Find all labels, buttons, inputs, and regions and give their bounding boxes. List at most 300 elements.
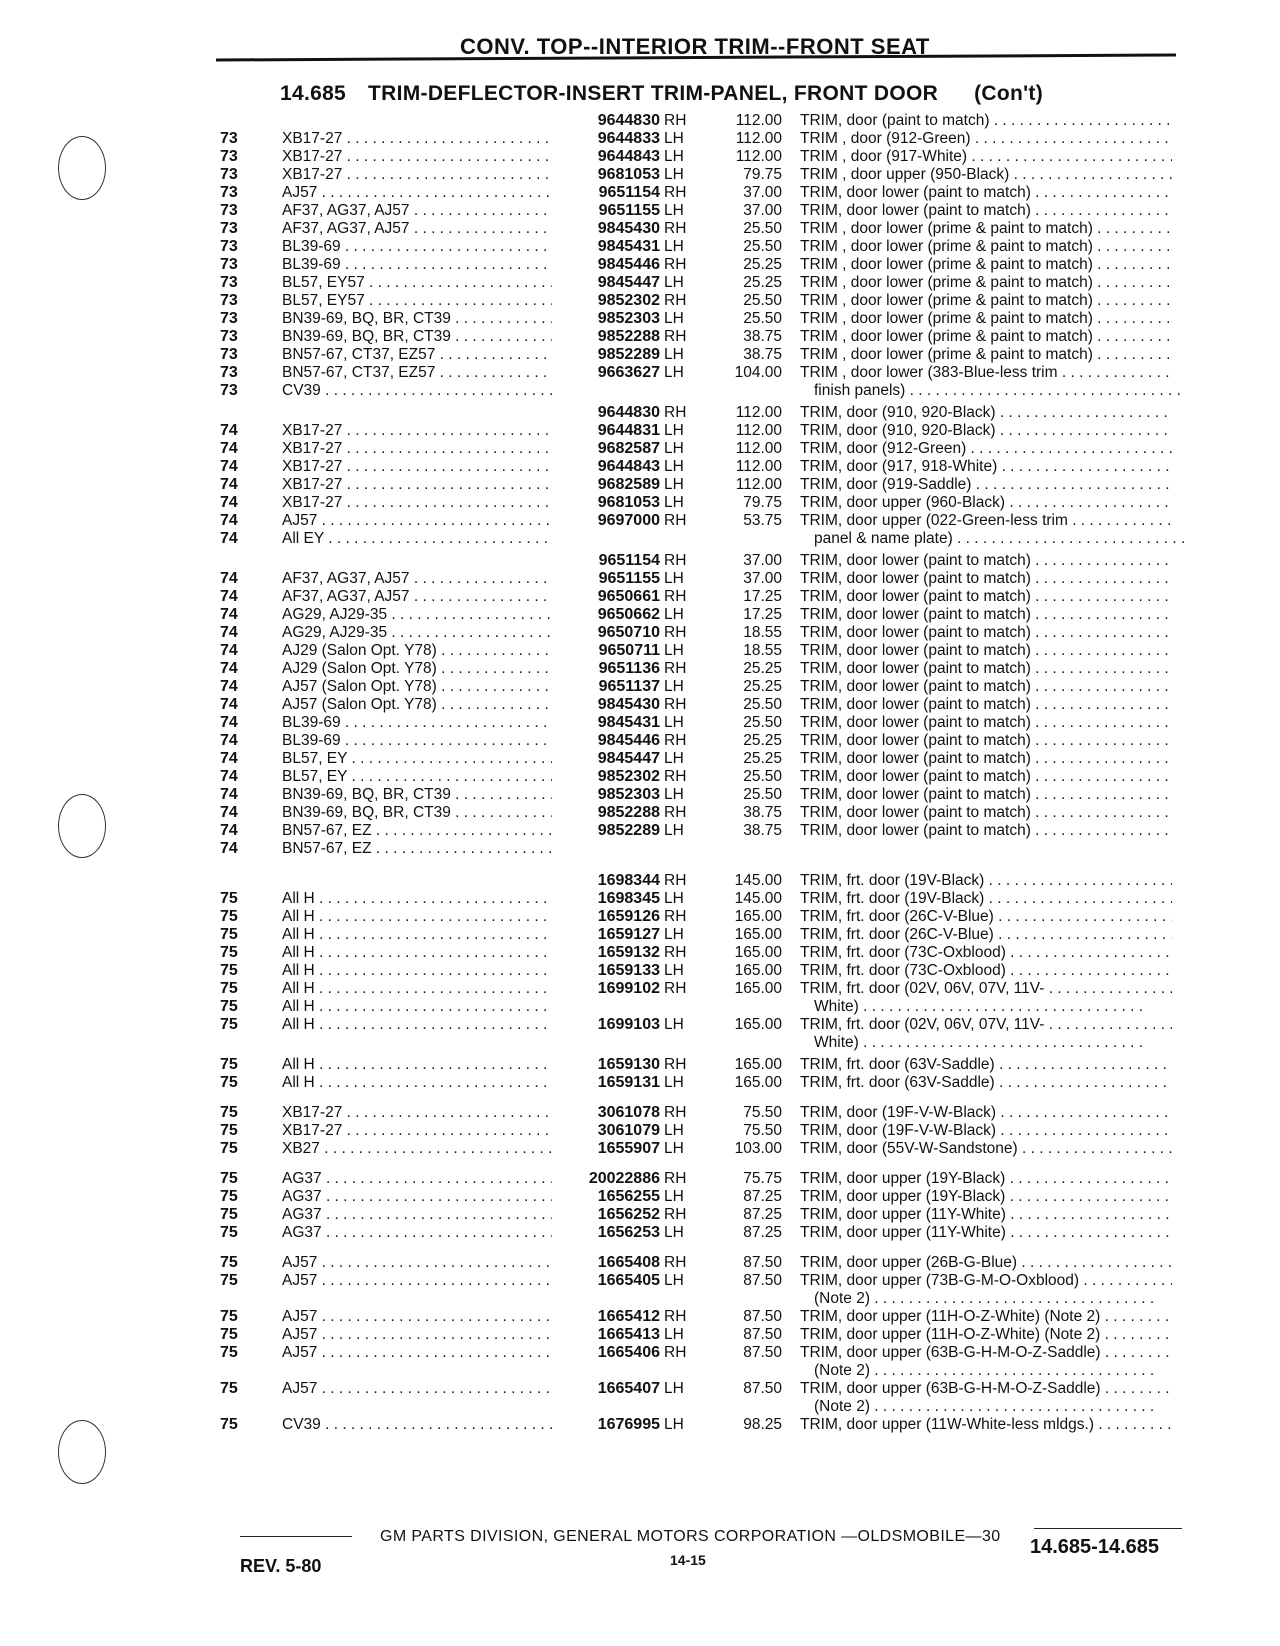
cell-side: LH [664, 238, 684, 255]
cell-price: 98.25 [743, 1416, 782, 1433]
table-row [0, 1104, 1280, 1122]
table-row [0, 494, 1280, 512]
cell-desc: TRIM, door lower (paint to match) . . . [800, 786, 1172, 804]
cell-fig: 74 [220, 714, 238, 731]
table-row [0, 346, 1280, 364]
cell-model: AG37 . . . [282, 1188, 552, 1206]
cell-side: LH [664, 202, 684, 219]
cell-price: 145.00 [734, 872, 782, 889]
cell-side: LH [664, 642, 684, 659]
cell-fig: 73 [220, 148, 238, 165]
cell-price: 25.25 [743, 256, 782, 273]
cell-side: LH [664, 1380, 684, 1397]
cell-part: 1655907 [597, 1140, 660, 1157]
cell-model: All H . . . [282, 998, 552, 1016]
cell-part: 1665412 [597, 1308, 660, 1325]
cell-fig: 74 [220, 624, 238, 641]
table-row [0, 1380, 1280, 1398]
cell-fig: 74 [220, 422, 238, 439]
cell-fig: 74 [220, 530, 238, 547]
cell-fig: 75 [220, 1104, 238, 1121]
cell-side: RH [664, 944, 687, 961]
table-row [0, 570, 1280, 588]
cell-side: LH [664, 1074, 684, 1091]
cell-fig: 74 [220, 476, 238, 493]
cell-price: 75.50 [743, 1104, 782, 1121]
cell-fig: 75 [220, 1074, 238, 1091]
table-row [0, 184, 1280, 202]
cell-desc: TRIM, door upper (022-Green-less trim . . . [800, 512, 1172, 530]
cell-desc: White) . . . [814, 998, 1186, 1016]
cell-fig: 74 [220, 570, 238, 587]
cell-side: LH [664, 440, 684, 457]
table-row [0, 1254, 1280, 1272]
cell-part: 1699102 [597, 980, 660, 997]
cell-model: All H . . . [282, 890, 552, 908]
cell-model: XB17-27 . . . [282, 476, 552, 494]
cell-part: 9644830 [597, 112, 660, 129]
cell-side: RH [664, 768, 687, 785]
cell-desc: TRIM, door upper (11Y-White) . . . [800, 1206, 1172, 1224]
cell-price: 112.00 [735, 422, 782, 439]
cell-fig: 73 [220, 346, 238, 363]
cell-model: AJ57 . . . [282, 184, 552, 202]
table-row [0, 804, 1280, 822]
cell-desc: TRIM, door upper (63B-G-H-M-O-Z-Saddle) . . . [800, 1344, 1172, 1362]
cell-price: 112.00 [735, 130, 782, 147]
cell-price: 165.00 [734, 908, 782, 925]
table-row [0, 1398, 1280, 1416]
cell-model: BN57-67, CT37, EZ57 . . . [282, 364, 552, 382]
cell-model: BL39-69 . . . [282, 714, 552, 732]
cell-side: RH [664, 552, 687, 569]
cell-fig: 75 [220, 1308, 238, 1325]
cell-desc: TRIM , door lower (prime & paint to match) . . . [800, 292, 1172, 310]
cell-part: 3061078 [597, 1104, 660, 1121]
cell-price: 87.25 [743, 1224, 782, 1241]
cell-model: All H . . . [282, 908, 552, 926]
cell-desc: TRIM, door (910, 920-Black) . . . [800, 422, 1172, 440]
cell-fig: 75 [220, 908, 238, 925]
cell-fig: 73 [220, 220, 238, 237]
table-row [0, 552, 1280, 570]
cell-side: RH [664, 804, 687, 821]
cell-model: BL39-69 . . . [282, 732, 552, 750]
cell-price: 38.75 [743, 346, 782, 363]
cell-model: All EY . . . [282, 530, 552, 548]
table-row [0, 1074, 1280, 1092]
table-row [0, 1016, 1280, 1034]
cell-desc: TRIM , door lower (prime & paint to match) . . . [800, 220, 1172, 238]
cell-side: LH [664, 678, 684, 695]
cell-model: BL57, EY57 . . . [282, 274, 552, 292]
cell-side: RH [664, 908, 687, 925]
table-row [0, 980, 1280, 998]
table-row [0, 220, 1280, 238]
cell-desc: TRIM, door lower (paint to match) . . . [800, 202, 1172, 220]
cell-model: BN39-69, BQ, BR, CT39 . . . [282, 328, 552, 346]
cell-side: LH [664, 786, 684, 803]
cell-fig: 73 [220, 130, 238, 147]
cell-model: XB17-27 . . . [282, 130, 552, 148]
cell-part: 9644833 [597, 130, 660, 147]
cell-desc: TRIM, door (917, 918-White) . . . [800, 458, 1172, 476]
cell-part: 1665405 [597, 1272, 660, 1289]
cell-fig: 74 [220, 804, 238, 821]
cell-side: LH [664, 458, 684, 475]
cell-side: RH [664, 872, 687, 889]
cell-part: 9651154 [598, 184, 660, 201]
cell-side: RH [664, 512, 687, 529]
cell-side: RH [664, 1056, 687, 1073]
cell-side: RH [664, 980, 687, 997]
cell-desc: TRIM , door (917-White) . . . [800, 148, 1172, 166]
cell-part: 9644843 [597, 148, 660, 165]
table-row [0, 202, 1280, 220]
cell-desc: TRIM, door upper (11H-O-Z-White) (Note 2) . . . [800, 1326, 1172, 1344]
cell-desc: TRIM, door lower (paint to match) . . . [800, 750, 1172, 768]
table-row [0, 1362, 1280, 1380]
cell-side: LH [664, 606, 684, 623]
cell-model: XB17-27 . . . [282, 166, 552, 184]
table-row [0, 166, 1280, 184]
footer-section-ref: 14.685-14.685 [1030, 1536, 1160, 1558]
table-row [0, 1206, 1280, 1224]
table-row [0, 440, 1280, 458]
cell-price: 75.50 [743, 1122, 782, 1139]
continued-label: (Con't) [974, 82, 1043, 105]
cell-price: 25.50 [743, 310, 782, 327]
cell-price: 25.50 [743, 768, 782, 785]
table-row [0, 1272, 1280, 1290]
table-row [0, 660, 1280, 678]
cell-part: 9845446 [597, 732, 660, 749]
cell-part: 9845431 [597, 714, 660, 731]
table-row [0, 840, 1280, 858]
cell-side: RH [664, 220, 687, 237]
cell-desc: TRIM, door upper (26B-G-Blue) . . . [800, 1254, 1172, 1272]
cell-price: 165.00 [734, 926, 782, 943]
table-row [0, 310, 1280, 328]
cell-part: 1665406 [597, 1344, 660, 1361]
cell-model: BN39-69, BQ, BR, CT39 . . . [282, 786, 552, 804]
cell-desc: TRIM, door lower (paint to match) . . . [800, 588, 1172, 606]
cell-model: AJ57 . . . [282, 1326, 552, 1344]
table-row [0, 256, 1280, 274]
cell-price: 18.55 [743, 624, 782, 641]
cell-desc: TRIM, door lower (paint to match) . . . [800, 570, 1172, 588]
cell-part: 9852302 [597, 768, 660, 785]
cell-desc: TRIM, door lower (paint to match) . . . [800, 732, 1172, 750]
cell-model: XB17-27 . . . [282, 148, 552, 166]
cell-side: LH [664, 1224, 684, 1241]
cell-model: XB27 . . . [282, 1140, 552, 1158]
cell-price: 145.00 [734, 890, 782, 907]
table-row [0, 624, 1280, 642]
cell-fig: 73 [220, 310, 238, 327]
cell-part: 9845430 [597, 220, 660, 237]
cell-model: BL57, EY57 . . . [282, 292, 552, 310]
cell-price: 87.50 [743, 1344, 782, 1361]
cell-price: 25.50 [743, 238, 782, 255]
cell-price: 87.50 [743, 1272, 782, 1289]
table-row [0, 732, 1280, 750]
table-row [0, 962, 1280, 980]
cell-side: LH [664, 310, 684, 327]
cell-fig: 75 [220, 1416, 238, 1433]
cell-price: 112.00 [735, 458, 782, 475]
cell-desc: TRIM, door (919-Saddle) . . . [800, 476, 1172, 494]
cell-desc: TRIM, door upper (19Y-Black) . . . [800, 1188, 1172, 1206]
cell-desc: TRIM , door upper (950-Black) . . . [800, 166, 1172, 184]
cell-fig: 74 [220, 768, 238, 785]
cell-fig: 73 [220, 256, 238, 273]
cell-price: 165.00 [734, 1016, 782, 1033]
cell-price: 37.00 [743, 552, 782, 569]
table-row [0, 714, 1280, 732]
cell-desc: TRIM, door lower (paint to match) . . . [800, 804, 1172, 822]
cell-model: AF37, AG37, AJ57 . . . [282, 220, 552, 238]
cell-model: All H . . . [282, 944, 552, 962]
table-row [0, 328, 1280, 346]
cell-price: 165.00 [734, 980, 782, 997]
cell-fig: 75 [220, 1272, 238, 1289]
cell-side: LH [664, 714, 684, 731]
footer-revision: REV. 5-80 [240, 1556, 322, 1576]
cell-part: 1659127 [597, 926, 660, 943]
cell-fig: 75 [220, 1326, 238, 1343]
cell-price: 165.00 [734, 962, 782, 979]
cell-fig: 75 [220, 1224, 238, 1241]
cell-desc: TRIM, door (paint to match) . . . [800, 112, 1172, 130]
table-row [0, 382, 1280, 400]
cell-price: 53.75 [743, 512, 782, 529]
cell-fig: 74 [220, 750, 238, 767]
cell-model: AF37, AG37, AJ57 . . . [282, 588, 552, 606]
cell-desc: TRIM, door lower (paint to match) . . . [800, 696, 1172, 714]
cell-fig: 74 [220, 458, 238, 475]
cell-price: 79.75 [743, 494, 782, 511]
cell-desc: (Note 2) . . . [814, 1290, 1186, 1308]
cell-desc: TRIM, door lower (paint to match) . . . [800, 660, 1172, 678]
cell-model: XB17-27 . . . [282, 1122, 552, 1140]
cell-part: 9681053 [597, 494, 660, 511]
cell-model: AG37 . . . [282, 1224, 552, 1242]
footer-page-number: 14-15 [670, 1552, 706, 1568]
cell-fig: 74 [220, 660, 238, 677]
cell-fig: 73 [220, 274, 238, 291]
table-row [0, 872, 1280, 890]
cell-part: 1659126 [597, 908, 660, 925]
cell-fig: 75 [220, 1056, 238, 1073]
cell-side: LH [664, 346, 684, 363]
table-row [0, 1188, 1280, 1206]
cell-desc: finish panels) . . . [814, 382, 1186, 400]
cell-side: RH [664, 112, 687, 129]
table-row [0, 1122, 1280, 1140]
table-row [0, 1344, 1280, 1362]
table-row [0, 678, 1280, 696]
cell-part: 9852289 [597, 346, 660, 363]
cell-desc: TRIM, door lower (paint to match) . . . [800, 552, 1172, 570]
cell-model: AJ57 . . . [282, 512, 552, 530]
cell-model: All H . . . [282, 980, 552, 998]
table-row [0, 1290, 1280, 1308]
cell-desc: TRIM, door (19F-V-W-Black) . . . [800, 1122, 1172, 1140]
cell-side: RH [664, 1308, 687, 1325]
cell-part: 9845446 [597, 256, 660, 273]
cell-fig: 75 [220, 1188, 238, 1205]
cell-desc: TRIM , door lower (prime & paint to match) . . . [800, 238, 1172, 256]
cell-desc: TRIM, door lower (paint to match) . . . [800, 642, 1172, 660]
cell-part: 9651154 [598, 552, 660, 569]
section-title: TRIM-DEFLECTOR-INSERT TRIM-PANEL, FRONT DOOR [368, 82, 939, 105]
table-row [0, 238, 1280, 256]
cell-fig: 75 [220, 1122, 238, 1139]
cell-desc: TRIM , door lower (prime & paint to match) . . . [800, 310, 1172, 328]
cell-side: RH [664, 328, 687, 345]
cell-fig: 73 [220, 184, 238, 201]
table-row [0, 1140, 1280, 1158]
cell-desc: TRIM, frt. door (02V, 06V, 07V, 11V- . . . [800, 1016, 1172, 1034]
footer-rule [1034, 1528, 1182, 1529]
cell-price: 87.50 [743, 1254, 782, 1271]
cell-price: 75.75 [743, 1170, 782, 1187]
cell-model: AF37, AG37, AJ57 . . . [282, 202, 552, 220]
cell-model: BN57-67, EZ . . . [282, 840, 552, 858]
table-row [0, 364, 1280, 382]
cell-model: AJ57 (Salon Opt. Y78) . . . [282, 696, 552, 714]
cell-side: LH [664, 822, 684, 839]
cell-fig: 74 [220, 606, 238, 623]
cell-side: RH [664, 624, 687, 641]
cell-side: RH [664, 660, 687, 677]
cell-part: 9852288 [597, 328, 660, 345]
cell-price: 37.00 [743, 570, 782, 587]
cell-part: 9845447 [597, 750, 660, 767]
cell-desc: (Note 2) . . . [814, 1362, 1186, 1380]
cell-price: 87.50 [743, 1380, 782, 1397]
table-row [0, 404, 1280, 422]
table-row [0, 476, 1280, 494]
cell-part: 9644831 [597, 422, 660, 439]
cell-part: 9697000 [597, 512, 660, 529]
table-row [0, 112, 1280, 130]
cell-side: RH [664, 1344, 687, 1361]
cell-fig: 74 [220, 588, 238, 605]
cell-price: 165.00 [734, 1056, 782, 1073]
cell-desc: TRIM, door lower (paint to match) . . . [800, 822, 1172, 840]
cell-side: RH [664, 292, 687, 309]
cell-model: XB17-27 . . . [282, 1104, 552, 1122]
cell-part: 1699103 [597, 1016, 660, 1033]
table-row [0, 1056, 1280, 1074]
cell-desc: panel & name plate) . . . [814, 530, 1186, 548]
cell-part: 1656253 [597, 1224, 660, 1241]
cell-fig: 75 [220, 890, 238, 907]
cell-part: 9651155 [598, 202, 660, 219]
cell-part: 9650662 [597, 606, 660, 623]
cell-price: 25.50 [743, 714, 782, 731]
table-row [0, 1308, 1280, 1326]
cell-price: 38.75 [743, 328, 782, 345]
table-row [0, 606, 1280, 624]
cell-side: LH [664, 476, 684, 493]
cell-model: AJ57 . . . [282, 1254, 552, 1272]
cell-desc: TRIM, frt. door (73C-Oxblood) . . . [800, 944, 1172, 962]
cell-fig: 73 [220, 202, 238, 219]
cell-side: LH [664, 962, 684, 979]
cell-fig: 74 [220, 840, 238, 857]
cell-part: 9681053 [597, 166, 660, 183]
table-row [0, 822, 1280, 840]
cell-part: 1659133 [597, 962, 660, 979]
cell-part: 1656252 [597, 1206, 660, 1223]
cell-model: AG37 . . . [282, 1206, 552, 1224]
cell-fig: 73 [220, 382, 238, 399]
cell-model: AJ29 (Salon Opt. Y78) . . . [282, 642, 552, 660]
cell-price: 25.25 [743, 274, 782, 291]
cell-model: All H . . . [282, 1074, 552, 1092]
cell-desc: TRIM, frt. door (63V-Saddle) . . . [800, 1074, 1172, 1092]
table-row [0, 768, 1280, 786]
cell-model: BN57-67, CT37, EZ57 . . . [282, 346, 552, 364]
cell-part: 1659130 [597, 1056, 660, 1073]
cell-price: 112.00 [735, 404, 782, 421]
cell-desc: TRIM, door upper (19Y-Black) . . . [800, 1170, 1172, 1188]
table-row [0, 944, 1280, 962]
cell-side: LH [664, 1272, 684, 1289]
cell-desc: TRIM, frt. door (19V-Black) . . . [800, 890, 1172, 908]
cell-model: AJ57 . . . [282, 1308, 552, 1326]
cell-price: 25.50 [743, 696, 782, 713]
table-row [0, 998, 1280, 1016]
cell-side: LH [664, 1416, 684, 1433]
cell-part: 9852302 [597, 292, 660, 309]
table-row [0, 696, 1280, 714]
cell-desc: TRIM, door upper (11H-O-Z-White) (Note 2) . . . [800, 1308, 1172, 1326]
table-row [0, 422, 1280, 440]
table-row [0, 750, 1280, 768]
cell-model: BL57, EY . . . [282, 768, 552, 786]
cell-model: BL39-69 . . . [282, 238, 552, 256]
cell-side: LH [664, 1188, 684, 1205]
cell-desc: TRIM , door lower (prime & paint to match) . . . [800, 256, 1172, 274]
cell-fig: 75 [220, 962, 238, 979]
cell-price: 25.50 [743, 220, 782, 237]
table-row [0, 1170, 1280, 1188]
cell-fig: 73 [220, 166, 238, 183]
table-row [0, 458, 1280, 476]
cell-side: LH [664, 422, 684, 439]
cell-part: 9852288 [597, 804, 660, 821]
cell-fig: 73 [220, 292, 238, 309]
page-title: CONV. TOP--INTERIOR TRIM--FRONT SEAT [460, 34, 930, 59]
table-row [0, 274, 1280, 292]
cell-part: 9845447 [597, 274, 660, 291]
cell-fig: 75 [220, 1016, 238, 1033]
cell-part: 9845431 [597, 238, 660, 255]
cell-price: 103.00 [734, 1140, 782, 1157]
cell-desc: TRIM , door lower (383-Blue-less trim . . . [800, 364, 1172, 382]
cell-price: 25.25 [743, 750, 782, 767]
cell-part: 1659132 [597, 944, 660, 961]
cell-desc: TRIM , door lower (prime & paint to match) . . . [800, 346, 1172, 364]
cell-desc: TRIM , door lower (prime & paint to match) . . . [800, 328, 1172, 346]
cell-part: 9650711 [598, 642, 660, 659]
cell-part: 9845430 [597, 696, 660, 713]
cell-part: 9663627 [597, 364, 660, 381]
